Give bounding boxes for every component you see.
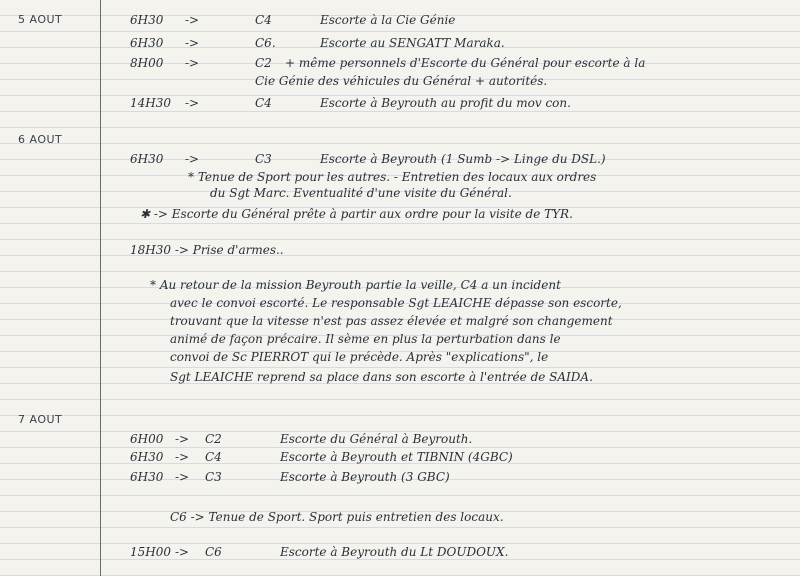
entry-time: 14H30: [130, 96, 172, 110]
entry-desc: Escorte au SENGATT Maraka.: [320, 36, 505, 50]
entry-desc: Escorte du Général à Beyrouth.: [280, 432, 473, 446]
entry-arrow: ->: [185, 56, 200, 70]
entry-arrow: ->: [185, 36, 200, 50]
entry-arrow: ->: [175, 432, 190, 446]
entry-desc: + même personnels d'Escorte du Général pour escorte à la: [285, 56, 646, 70]
note-line: 18H30 -> Prise d'armes..: [130, 243, 284, 257]
entry-unit: C4: [205, 450, 222, 464]
entry-arrow: ->: [185, 13, 200, 27]
entry-time: 6H30: [130, 450, 164, 464]
entry-arrow: ->: [175, 450, 190, 464]
entry-arrow: ->: [175, 470, 190, 484]
entry-desc: Escorte à Beyrouth au profit du mov con.: [320, 96, 571, 110]
entry-unit: C4: [255, 96, 272, 110]
incident-line: avec le convoi escorté. Le responsable Sgt LEAICHE dépasse son escorte,: [170, 296, 622, 310]
incident-line: trouvant que la vitesse n'est pas assez élevée et malgré son changement: [170, 314, 613, 328]
entry-arrow: ->: [175, 545, 190, 559]
entry-time: 6H30: [130, 36, 164, 50]
entry-desc: Escorte à Beyrouth (1 Sumb -> Linge du DSL.): [320, 152, 606, 166]
date-label: 6 AOUT: [18, 133, 63, 146]
entry-desc: Escorte à la Cie Génie: [320, 13, 456, 27]
incident-line: Sgt LEAICHE reprend sa place dans son escorte à l'entrée de SAIDA.: [170, 370, 593, 384]
date-label: 5 AOUT: [18, 13, 63, 26]
note-line: ✱ -> Escorte du Général prête à partir aux ordre pour la visite de TYR.: [140, 207, 573, 221]
incident-line: animé de façon précaire. Il sème en plus la perturbation dans le: [170, 332, 561, 346]
entry-unit: C2: [255, 56, 272, 70]
entry-time: 6H30: [130, 152, 164, 166]
entry-arrow: ->: [185, 96, 200, 110]
entry-time: 6H30: [130, 13, 164, 27]
entry-unit: C6: [205, 545, 222, 559]
incident-line: convoi de Sc PIERROT qui le précède. Après "explications", le: [170, 350, 549, 364]
entry-desc: Escorte à Beyrouth et TIBNIN (4GBC): [280, 450, 513, 464]
entry-unit: C6.: [255, 36, 276, 50]
entry-time: 15H00: [130, 545, 172, 559]
entry-time: 8H00: [130, 56, 164, 70]
entry-desc: Cie Génie des véhicules du Général + autorités.: [255, 74, 548, 88]
entry-desc: Escorte à Beyrouth (3 GBC): [280, 470, 450, 484]
note-line: du Sgt Marc. Eventualité d'une visite du Général.: [210, 186, 512, 200]
entry-unit: C4: [255, 13, 272, 27]
note-line: C6 -> Tenue de Sport. Sport puis entretien des locaux.: [170, 510, 504, 524]
entry-unit: C3: [255, 152, 272, 166]
entry-time: 6H00: [130, 432, 164, 446]
incident-line: * Au retour de la mission Beyrouth partie la veille, C4 a un incident: [150, 278, 561, 292]
entry-desc: Escorte à Beyrouth du Lt DOUDOUX.: [280, 545, 509, 559]
note-line: * Tenue de Sport pour les autres. - Entretien des locaux aux ordres: [188, 170, 597, 184]
entry-arrow: ->: [185, 152, 200, 166]
entry-unit: C3: [205, 470, 222, 484]
margin-line: [100, 0, 101, 576]
entry-unit: C2: [205, 432, 222, 446]
date-label: 7 AOUT: [18, 413, 63, 426]
entry-time: 6H30: [130, 470, 164, 484]
